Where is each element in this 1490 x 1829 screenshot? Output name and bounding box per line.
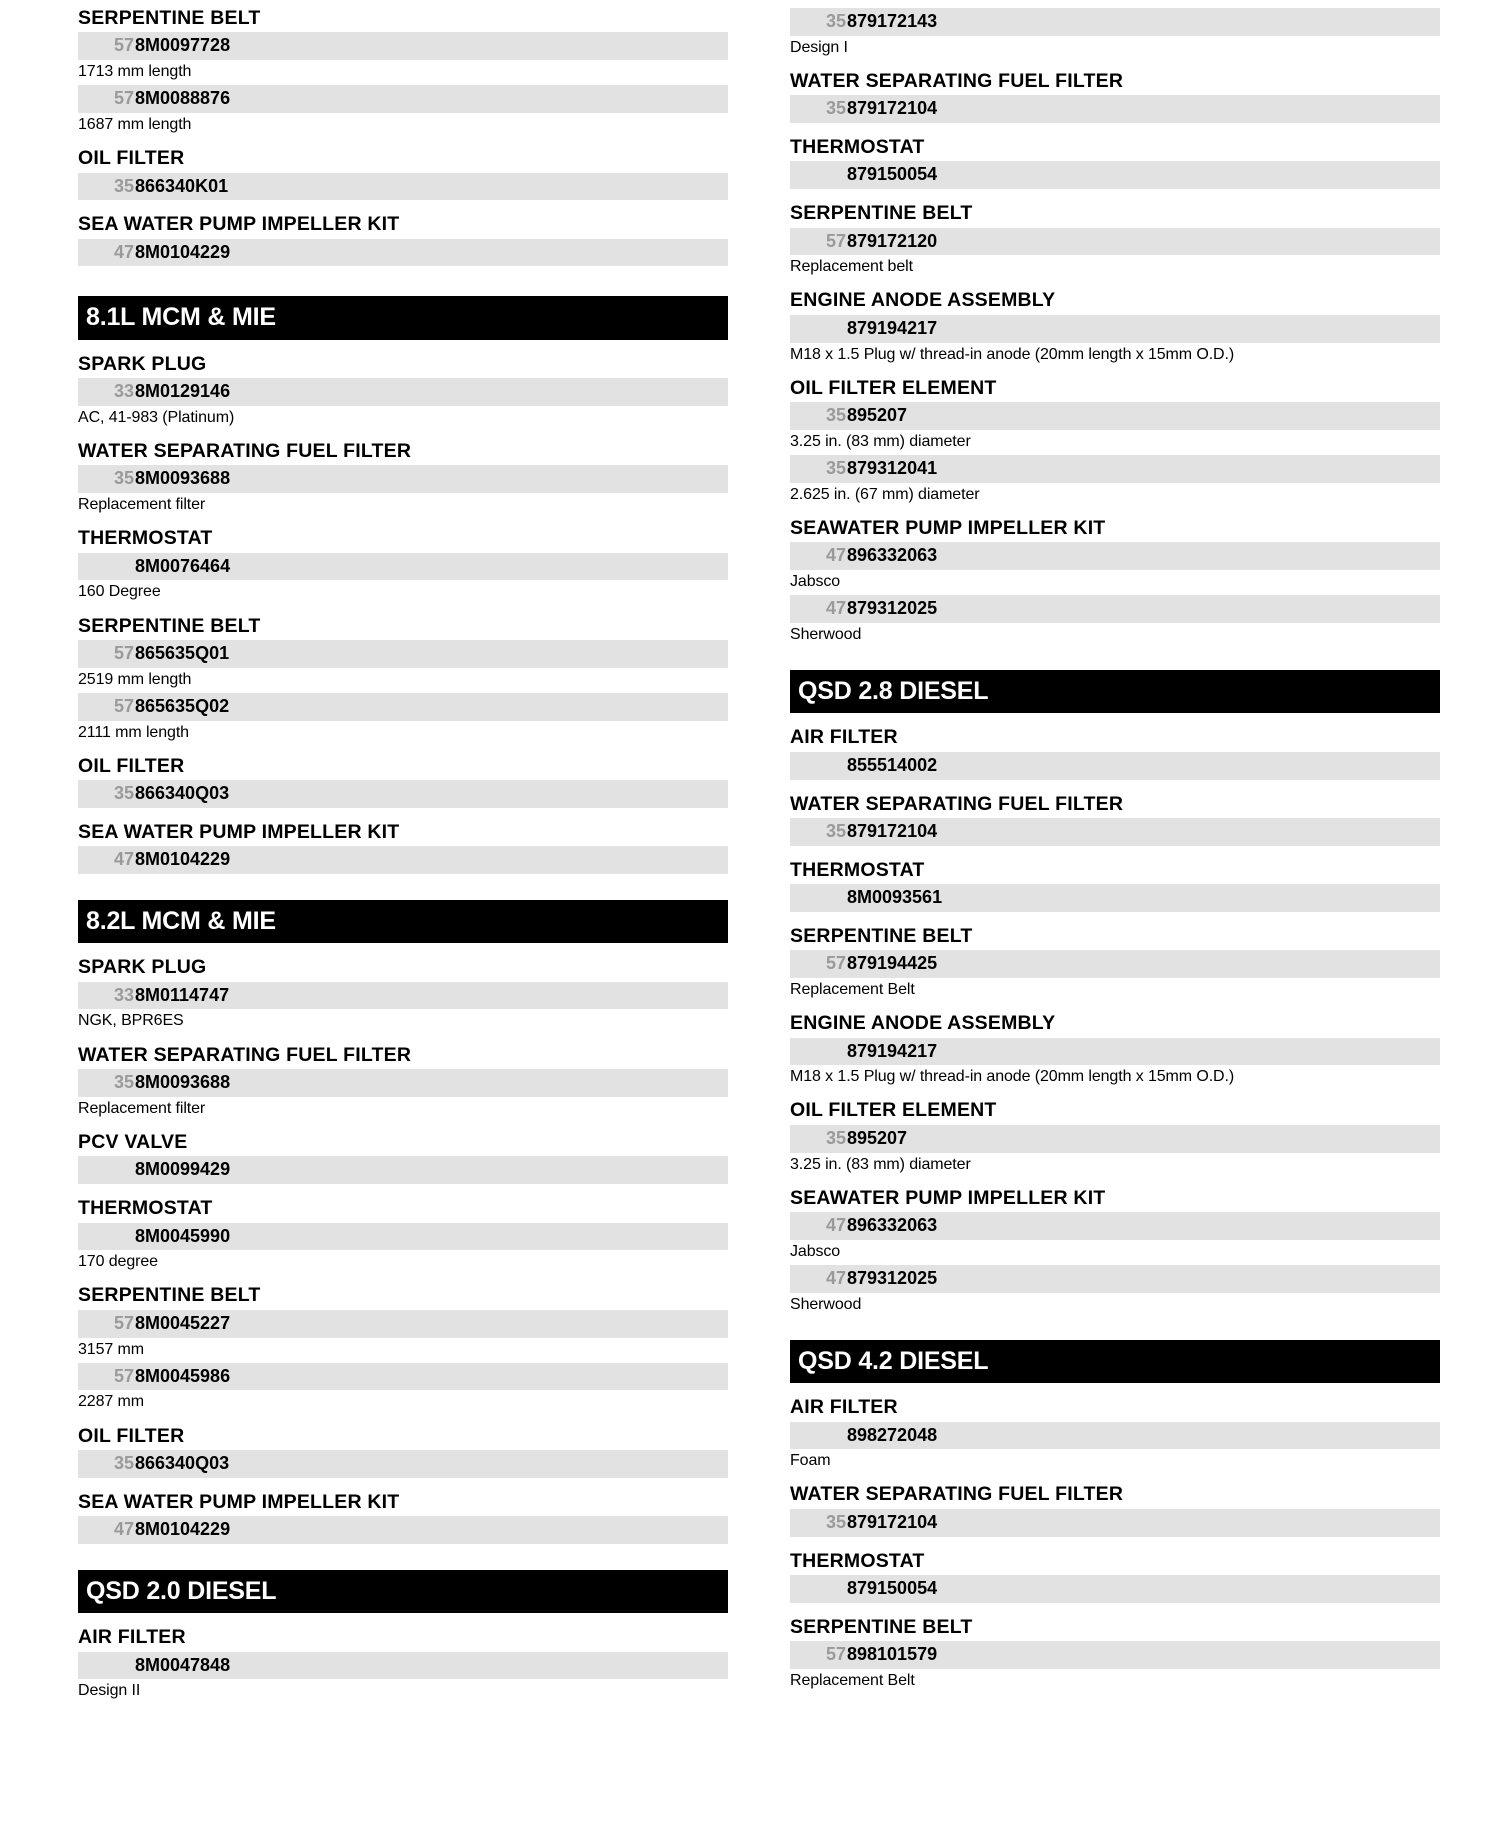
part-number: 879312041 xyxy=(847,458,938,479)
part-number-prefix: 33 xyxy=(113,984,134,1005)
part-number: 879150054 xyxy=(847,164,938,185)
part-group xyxy=(78,1132,728,1184)
part-description: Foam xyxy=(790,1452,831,1470)
part-number-prefix: 57 xyxy=(825,1644,846,1665)
part-group xyxy=(790,727,1440,779)
section-header: QSD 2.8 DIESEL xyxy=(790,670,1440,713)
part-number-prefix: 35 xyxy=(113,175,134,196)
part-title: THERMOSTAT xyxy=(790,1549,925,1572)
part-number-row xyxy=(790,228,1440,256)
part-number: 879312025 xyxy=(847,598,938,619)
part-number-row xyxy=(78,465,728,493)
part-number: 8M0093561 xyxy=(847,887,943,908)
part-number-row xyxy=(78,239,728,267)
part-title: AIR FILTER xyxy=(790,1396,898,1419)
part-title: SERPENTINE BELT xyxy=(790,1615,973,1638)
part-description: 3.25 in. (83 mm) diameter xyxy=(790,432,971,450)
part-description: AC, 41-983 (Platinum) xyxy=(78,408,235,426)
part-number: 865635Q02 xyxy=(135,695,230,716)
section-header: 8.2L MCM & MIE xyxy=(78,900,728,943)
part-title: AIR FILTER xyxy=(78,1626,186,1649)
part-number-prefix xyxy=(78,556,134,577)
part-group xyxy=(790,1013,1440,1086)
part-description: 170 degree xyxy=(78,1253,158,1271)
part-group xyxy=(790,71,1440,123)
part-number-prefix: 57 xyxy=(113,35,134,56)
part-number-row xyxy=(790,752,1440,780)
part-number-prefix: 35 xyxy=(113,783,134,804)
part-number: 879172143 xyxy=(847,11,938,31)
part-number-row xyxy=(78,1223,728,1251)
part-group xyxy=(790,1188,1440,1314)
part-number-row xyxy=(790,1038,1440,1066)
part-number-row xyxy=(78,32,728,60)
section-header: QSD 2.0 DIESEL xyxy=(78,1570,728,1613)
part-group xyxy=(78,441,728,514)
part-title: SERPENTINE BELT xyxy=(78,614,261,637)
part-group xyxy=(790,1100,1440,1173)
part-number-prefix xyxy=(790,1041,846,1062)
part-number-row xyxy=(78,173,728,201)
part-group xyxy=(78,822,728,874)
part-number-row xyxy=(790,402,1440,430)
part-number-row xyxy=(790,1641,1440,1669)
part-group xyxy=(790,794,1440,846)
section-header: QSD 4.2 DIESEL xyxy=(790,1340,1440,1383)
part-group xyxy=(78,528,728,601)
part-title: SEA WATER PUMP IMPELLER KIT xyxy=(78,213,400,236)
part-number: 8M0129146 xyxy=(135,381,231,402)
part-group xyxy=(78,214,728,266)
part-number-row xyxy=(78,693,728,721)
part-description: Replacement filter xyxy=(78,1099,206,1117)
part-number-row xyxy=(78,85,728,113)
part-number-prefix: 47 xyxy=(825,598,846,619)
part-group xyxy=(790,518,1440,644)
part-title: SEAWATER PUMP IMPELLER KIT xyxy=(790,516,1106,539)
part-number-row xyxy=(790,315,1440,343)
part-title: OIL FILTER ELEMENT xyxy=(790,376,997,399)
part-number: 8M0045227 xyxy=(135,1312,231,1333)
part-description: Replacement Belt xyxy=(790,980,915,998)
part-group xyxy=(790,137,1440,189)
part-title: OIL FILTER ELEMENT xyxy=(790,1099,997,1122)
part-description: M18 x 1.5 Plug w/ thread-in anode (20mm length x 15mm O.D.) xyxy=(790,1068,1235,1086)
part-number: 879194217 xyxy=(847,1040,938,1061)
part-number: 895207 xyxy=(847,405,908,426)
part-number: 8M0114747 xyxy=(135,984,230,1005)
part-number-prefix: 33 xyxy=(113,381,134,402)
part-number-row xyxy=(790,950,1440,978)
part-number-prefix: 57 xyxy=(113,1365,134,1386)
part-number-row xyxy=(790,95,1440,123)
part-title: THERMOSTAT xyxy=(78,1197,213,1220)
part-title: THERMOSTAT xyxy=(78,527,213,550)
part-description: Design I xyxy=(790,38,848,56)
part-number: 879172104 xyxy=(847,98,938,119)
part-title: WATER SEPARATING FUEL FILTER xyxy=(790,69,1124,92)
part-number-prefix: 47 xyxy=(825,1268,846,1288)
part-number: 879312025 xyxy=(847,1268,938,1288)
part-number-row xyxy=(790,595,1440,623)
part-number-row xyxy=(790,8,1440,36)
part-number-prefix xyxy=(790,1578,846,1599)
right-column xyxy=(790,8,1440,1714)
part-title: OIL FILTER xyxy=(78,1424,185,1447)
part-number-prefix xyxy=(790,755,846,776)
part-description: M18 x 1.5 Plug w/ thread-in anode (20mm length x 15mm O.D.) xyxy=(790,345,1235,363)
part-number: 898101579 xyxy=(847,1644,938,1665)
part-group xyxy=(78,756,728,808)
part-number-prefix xyxy=(790,887,846,908)
part-number-prefix: 35 xyxy=(825,98,846,119)
part-number-prefix: 35 xyxy=(825,11,846,31)
part-group xyxy=(78,8,728,134)
part-number-row xyxy=(78,1363,728,1391)
part-title: WATER SEPARATING FUEL FILTER xyxy=(790,792,1124,815)
part-number-prefix xyxy=(78,1655,134,1676)
part-description: 2287 mm xyxy=(78,1393,144,1411)
left-column xyxy=(78,8,728,1714)
part-number: 879194217 xyxy=(847,317,938,338)
part-number-prefix: 57 xyxy=(825,953,846,974)
part-number-row xyxy=(78,640,728,668)
part-description: NGK, BPR6ES xyxy=(78,1012,184,1030)
part-number-prefix: 57 xyxy=(113,695,134,716)
part-group xyxy=(790,1397,1440,1470)
part-group xyxy=(790,926,1440,999)
part-group xyxy=(78,1627,728,1700)
part-number-prefix xyxy=(790,1425,846,1446)
part-number: 8M0104229 xyxy=(135,241,231,262)
part-group xyxy=(78,616,728,742)
part-number-row xyxy=(790,455,1440,483)
part-number-row xyxy=(790,1422,1440,1450)
part-title: WATER SEPARATING FUEL FILTER xyxy=(78,440,412,462)
part-number: 879194425 xyxy=(847,953,938,974)
part-number: 855514002 xyxy=(847,754,938,775)
part-group xyxy=(78,148,728,200)
part-number-row xyxy=(78,1156,728,1184)
part-number: 898272048 xyxy=(847,1424,938,1445)
part-number-prefix: 35 xyxy=(825,405,846,426)
part-number: 879172104 xyxy=(847,1511,938,1532)
part-number-prefix: 35 xyxy=(113,1072,134,1093)
part-group xyxy=(790,203,1440,276)
part-number-prefix: 57 xyxy=(825,230,846,251)
part-number-row xyxy=(78,982,728,1010)
part-title: SERPENTINE BELT xyxy=(790,202,973,225)
part-number-prefix xyxy=(790,164,846,185)
part-description: 2.625 in. (67 mm) diameter xyxy=(790,485,980,503)
part-number-row xyxy=(78,1310,728,1338)
part-title: THERMOSTAT xyxy=(790,858,925,881)
section-header: 8.1L MCM & MIE xyxy=(78,296,728,339)
part-title: SEA WATER PUMP IMPELLER KIT xyxy=(78,1490,400,1513)
part-number: 8M0045990 xyxy=(135,1225,231,1246)
part-title: PCV VALVE xyxy=(78,1130,188,1153)
part-number-prefix: 35 xyxy=(113,468,134,489)
part-number-prefix: 47 xyxy=(825,545,846,566)
part-number: 879172104 xyxy=(847,820,938,841)
part-number-row xyxy=(790,542,1440,570)
part-description: Replacement Belt xyxy=(790,1671,915,1689)
part-description: Jabsco xyxy=(790,1242,841,1260)
part-description: Replacement belt xyxy=(790,258,913,276)
part-description: Replacement filter xyxy=(78,496,206,514)
part-number-prefix: 35 xyxy=(825,820,846,841)
part-number-row xyxy=(78,1069,728,1097)
part-number: 8M0093688 xyxy=(135,1072,231,1093)
part-title: SEA WATER PUMP IMPELLER KIT xyxy=(78,820,400,843)
part-number-row xyxy=(78,553,728,581)
part-number-row xyxy=(790,161,1440,189)
part-description: 160 Degree xyxy=(78,583,161,601)
part-group xyxy=(78,957,728,1030)
part-description: 1713 mm length xyxy=(78,63,192,81)
part-number: 8M0093688 xyxy=(135,468,231,489)
part-number: 879150054 xyxy=(847,1578,938,1598)
part-number-row xyxy=(790,818,1440,846)
part-group xyxy=(790,8,1440,57)
part-number: 8M0099429 xyxy=(135,1159,231,1180)
part-number: 8M0088876 xyxy=(135,88,231,109)
part-number-row xyxy=(790,1509,1440,1537)
part-group xyxy=(78,1045,728,1118)
part-title: SPARK PLUG xyxy=(78,352,207,375)
part-number: 895207 xyxy=(847,1127,908,1148)
part-number: 896332063 xyxy=(847,1215,938,1236)
part-description: Design II xyxy=(78,1682,141,1700)
part-number-prefix: 35 xyxy=(825,458,846,479)
part-number: 866340Q03 xyxy=(135,783,230,804)
part-title: WATER SEPARATING FUEL FILTER xyxy=(78,1043,412,1066)
part-group xyxy=(790,1484,1440,1536)
part-group xyxy=(78,1426,728,1478)
part-number-row xyxy=(78,1450,728,1478)
part-number-prefix: 35 xyxy=(113,1453,134,1473)
part-title: ENGINE ANODE ASSEMBLY xyxy=(790,289,1056,312)
part-number: 8M0104229 xyxy=(135,1519,231,1540)
part-number-row xyxy=(78,780,728,808)
part-title: ENGINE ANODE ASSEMBLY xyxy=(790,1012,1056,1035)
part-description: 3157 mm xyxy=(78,1340,144,1358)
part-number: 896332063 xyxy=(847,545,938,566)
part-number-row xyxy=(790,884,1440,912)
part-group xyxy=(790,290,1440,363)
part-title: SERPENTINE BELT xyxy=(790,924,973,947)
part-title: AIR FILTER xyxy=(790,726,898,749)
part-group xyxy=(790,378,1440,504)
part-number: 8M0076464 xyxy=(135,555,231,576)
part-group xyxy=(78,1198,728,1271)
part-number-prefix xyxy=(78,1226,134,1247)
part-number: 8M0045986 xyxy=(135,1365,231,1386)
part-title: SEAWATER PUMP IMPELLER KIT xyxy=(790,1186,1106,1209)
part-group xyxy=(790,1617,1440,1690)
part-group xyxy=(790,860,1440,912)
part-number: 8M0047848 xyxy=(135,1654,231,1675)
part-number-row xyxy=(78,1516,728,1544)
part-number-row xyxy=(78,378,728,406)
part-title: SERPENTINE BELT xyxy=(78,1284,261,1307)
part-number-prefix: 47 xyxy=(113,241,134,262)
part-number-prefix: 47 xyxy=(113,849,134,870)
part-group xyxy=(790,1551,1440,1603)
part-number-row xyxy=(790,1265,1440,1293)
part-number-row xyxy=(78,1652,728,1680)
part-description: Sherwood xyxy=(790,625,862,643)
part-description: 1687 mm length xyxy=(78,116,192,133)
part-description: 2519 mm length xyxy=(78,670,192,688)
part-description: Sherwood xyxy=(790,1295,862,1313)
part-number: 865635Q01 xyxy=(135,643,230,664)
part-number-row xyxy=(790,1212,1440,1240)
part-number: 8M0104229 xyxy=(135,849,231,870)
part-number: 866340K01 xyxy=(135,175,229,196)
part-title: SERPENTINE BELT xyxy=(78,7,261,29)
part-number-prefix: 35 xyxy=(825,1511,846,1532)
part-number: 879172120 xyxy=(847,230,938,251)
part-number-prefix xyxy=(790,318,846,339)
part-title: THERMOSTAT xyxy=(790,136,925,158)
part-number-prefix: 57 xyxy=(113,88,134,109)
part-group xyxy=(78,1492,728,1544)
part-description: 2111 mm length xyxy=(78,723,189,741)
part-title: OIL FILTER xyxy=(78,754,185,777)
part-group xyxy=(78,1285,728,1411)
part-title: WATER SEPARATING FUEL FILTER xyxy=(790,1483,1124,1506)
part-number-prefix: 35 xyxy=(825,1127,846,1148)
part-number: 8M0097728 xyxy=(135,35,231,56)
part-number-prefix: 57 xyxy=(113,1312,134,1333)
part-number-row xyxy=(790,1575,1440,1603)
part-number: 866340Q03 xyxy=(135,1453,230,1473)
part-number-prefix: 47 xyxy=(825,1215,846,1236)
part-title: OIL FILTER xyxy=(78,147,185,170)
part-number-prefix xyxy=(78,1159,134,1180)
part-description: 3.25 in. (83 mm) diameter xyxy=(790,1155,971,1173)
part-description: Jabsco xyxy=(790,573,841,591)
part-number-row xyxy=(78,846,728,874)
part-title: SPARK PLUG xyxy=(78,956,207,979)
part-group xyxy=(78,354,728,427)
part-number-prefix: 47 xyxy=(113,1519,134,1540)
part-number-prefix: 57 xyxy=(113,643,134,664)
part-number-row xyxy=(790,1125,1440,1153)
